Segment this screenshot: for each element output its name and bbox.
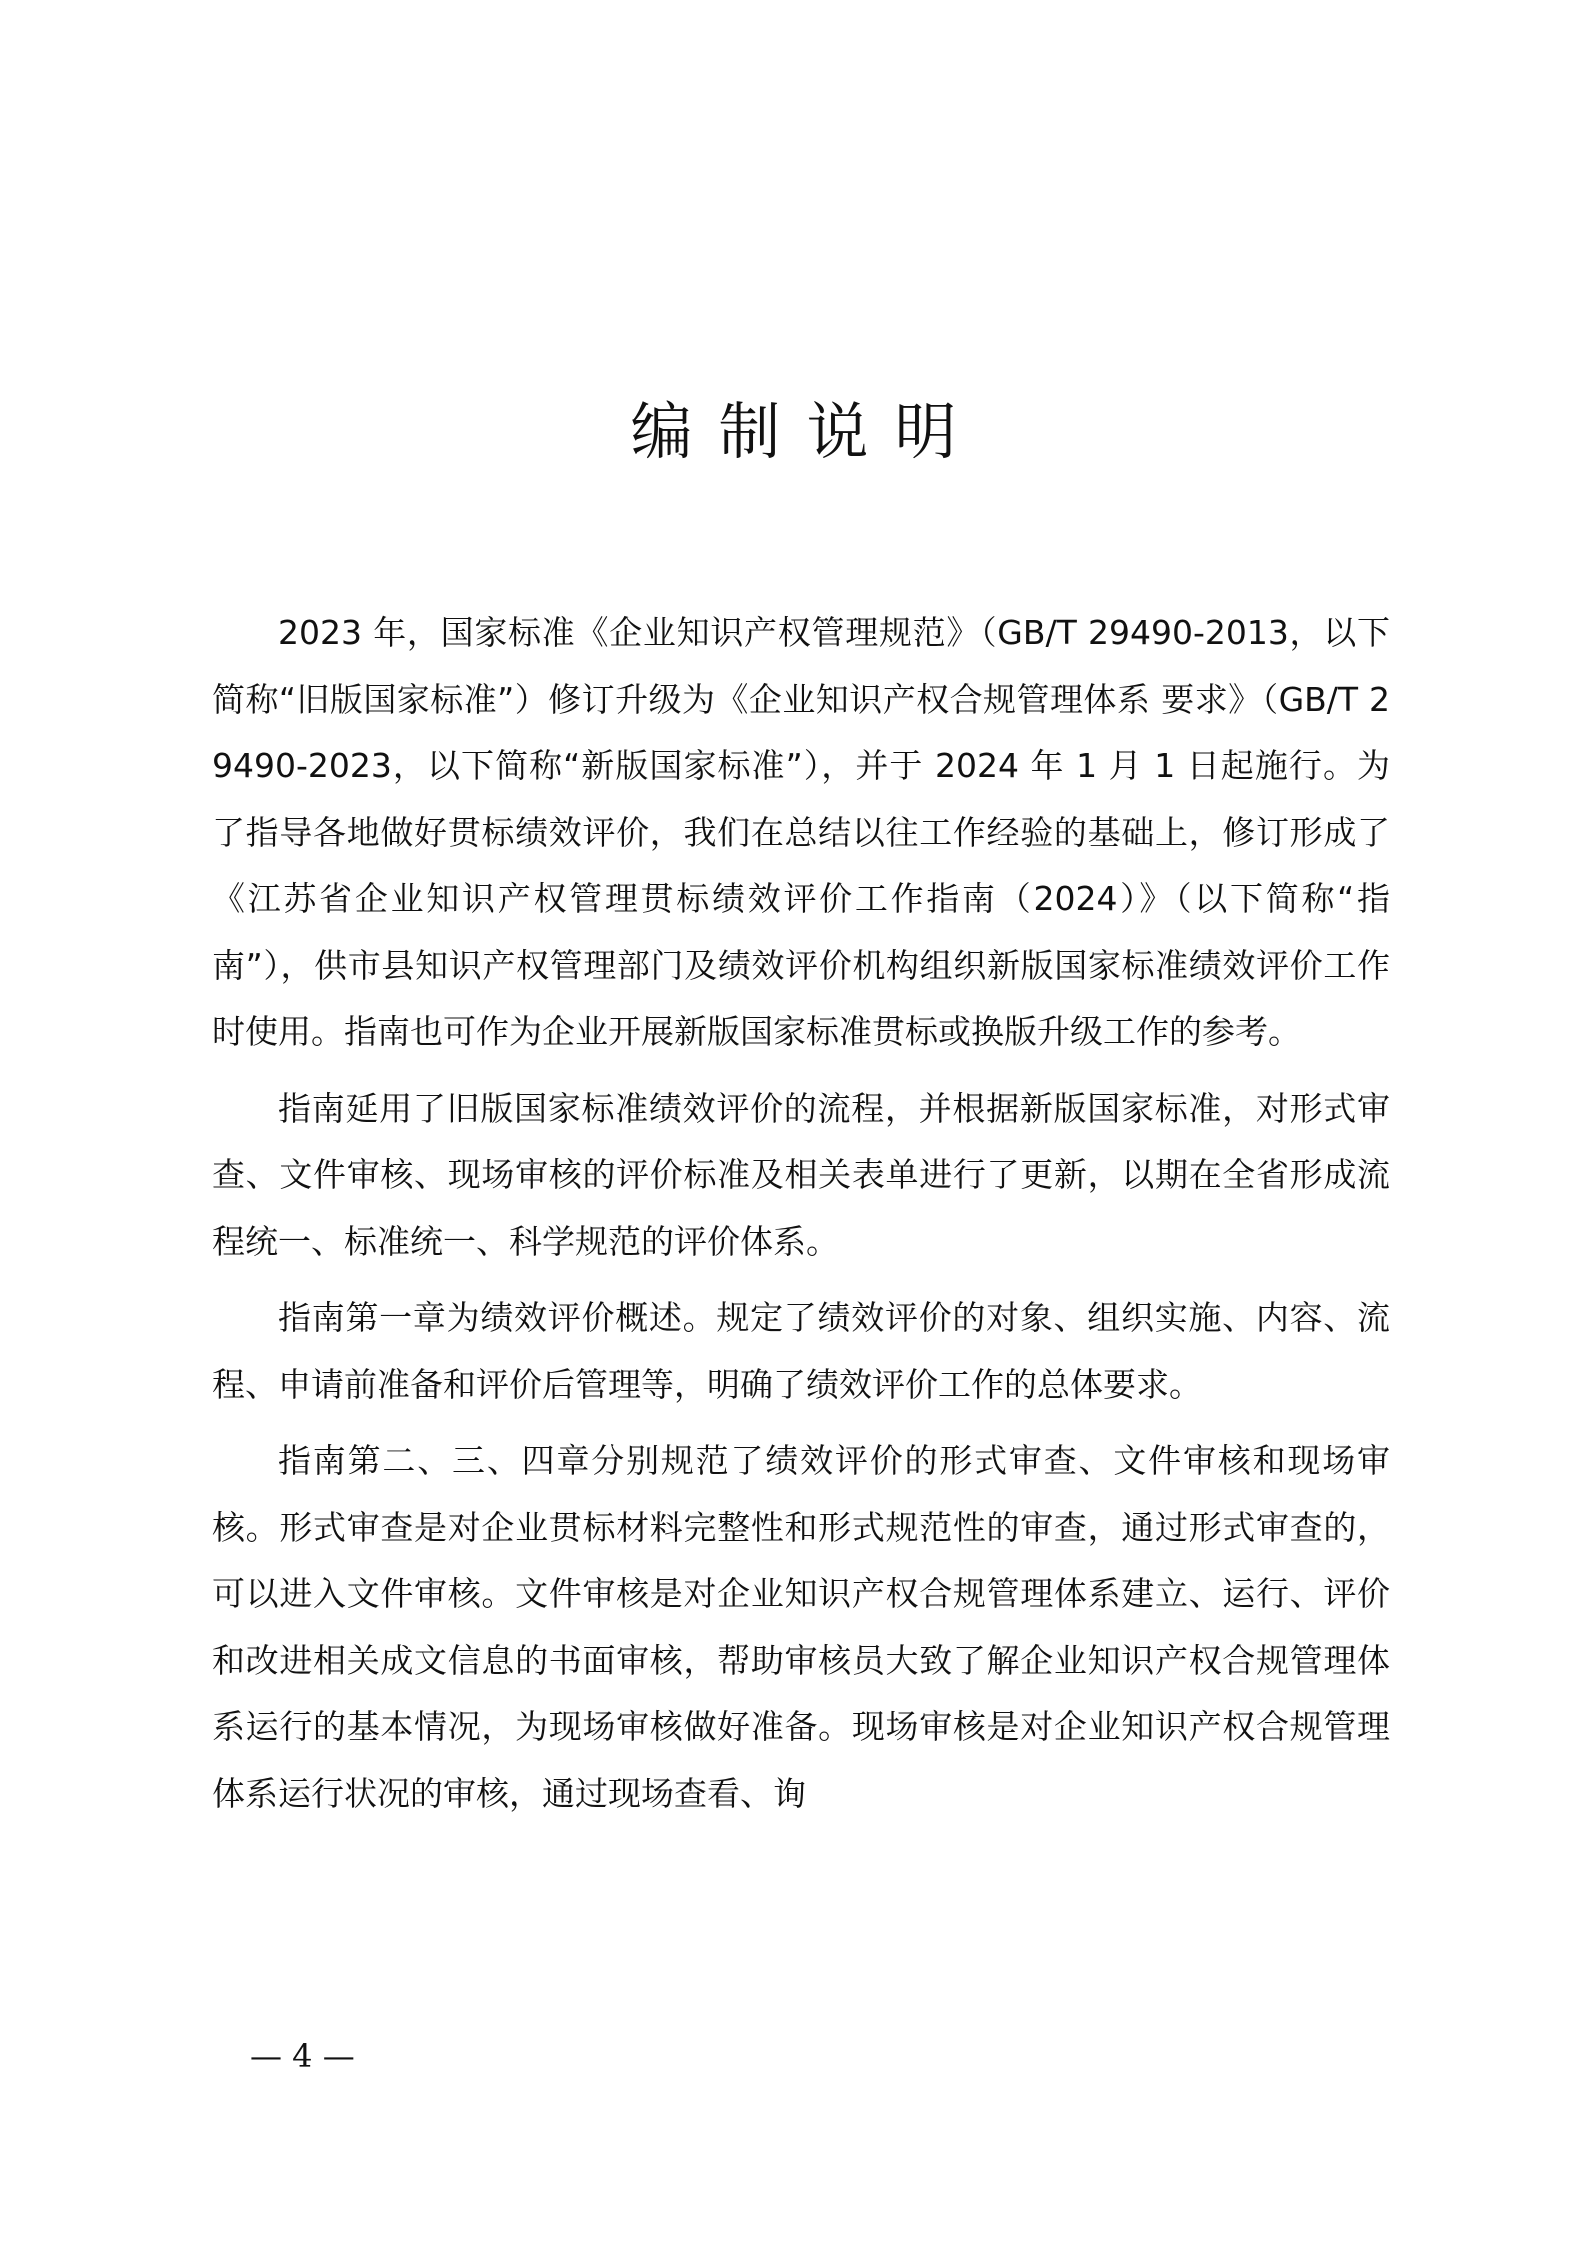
paragraph-1: 2023 年，国家标准《企业知识产权管理规范》（GB/T 29490-2013，以下简称“旧版国家标准”）修订升级为《企业知识产权合规管理体系 要求》（GB/T 29490-2023，以下简称“新版国家标准”），并于 2024 年 1 月 1 日起施行。为了指导各地做好贯标绩效评价，我们在总结以往工作经验的基础上，修订形成了《江苏省企业知识产权管理贯标绩效评价工作指南（2024）》（以下简称“指南”），供市县知识产权管理部门及绩效评价机构组织新版国家标准绩效评价工作时使用。指南也可作为企业开展新版国家标准贯标或换版升级工作的参考。: [212, 613, 1390, 1051]
paragraph-4: 指南第二、三、四章分别规范了绩效评价的形式审查、文件审核和现场审核。形式审查是对企业贯标材料完整性和形式规范性的审查，通过形式审查的，可以进入文件审核。文件审核是对企业知识产权合规管理体系建立、运行、评价和改进相关成文信息的书面审核，帮助审核员大致了解企业知识产权合规管理体系运行的基本情况，为现场审核做好准备。现场审核是对企业知识产权合规管理体系运行状况的审核，通过现场查看、询: [212, 1441, 1390, 1813]
body-text: [212, 600, 1390, 1837]
paragraph-2: 指南延用了旧版国家标准绩效评价的流程，并根据新版国家标准，对形式审查、文件审核、现场审核的评价标准及相关表单进行了更新，以期在全省形成流程统一、标准统一、科学规范的评价体系。: [212, 1088, 1390, 1261]
page-number: — 4 —: [250, 2037, 355, 2075]
paragraph-3: 指南第一章为绩效评价概述。规定了绩效评价的对象、组织实施、内容、流程、申请前准备和评价后管理等，明确了绩效评价工作的总体要求。: [212, 1298, 1390, 1404]
page-title: 编制说明: [630, 395, 983, 468]
